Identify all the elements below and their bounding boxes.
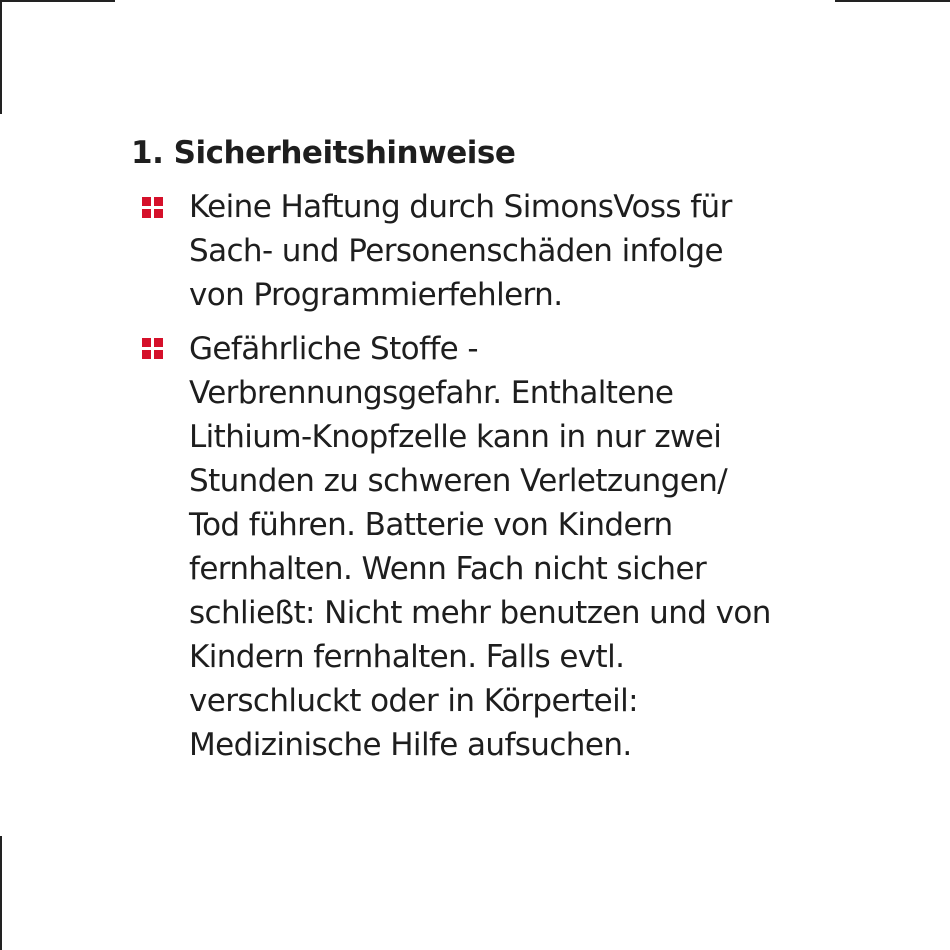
- safety-notice-battery-hazard: [189, 327, 829, 767]
- safety-notice-liability: [189, 185, 829, 317]
- notice-line: Stunden zu schweren Verletzungen/: [189, 463, 728, 499]
- notice-line: fernhalten. Wenn Fach nicht sicher: [189, 551, 707, 587]
- notice-line: Sach- und Personenschäden infolge: [189, 233, 723, 269]
- red-square-bullet-icon: [142, 338, 164, 360]
- crop-mark-top-left-horizontal: [0, 0, 115, 2]
- crop-mark-bottom-left-vertical: [0, 836, 2, 950]
- notice-line: Keine Haftung durch SimonsVoss für: [189, 189, 732, 225]
- notice-line: Gefährliche Stoffe -: [189, 331, 478, 367]
- notice-line: von Programmierfehlern.: [189, 277, 563, 313]
- crop-mark-top-left-vertical: [0, 0, 2, 114]
- notice-line: schließt: Nicht mehr benutzen und von: [189, 595, 771, 631]
- notice-line: Kindern fernhalten. Falls evtl.: [189, 639, 625, 675]
- notice-line: verschluckt oder in Körperteil:: [189, 683, 638, 719]
- notice-line: Lithium-Knopfzelle kann in nur zwei: [189, 419, 722, 455]
- crop-mark-top-right-horizontal: [835, 0, 950, 2]
- notice-line: Medizinische Hilfe aufsuchen.: [189, 727, 632, 763]
- notice-line: Tod führen. Batterie von Kindern: [189, 507, 673, 543]
- red-square-bullet-icon: [142, 197, 164, 219]
- section-title: 1. Sicherheitshinweise: [131, 135, 516, 171]
- notice-line: Verbrennungsgefahr. Enthaltene: [189, 375, 674, 411]
